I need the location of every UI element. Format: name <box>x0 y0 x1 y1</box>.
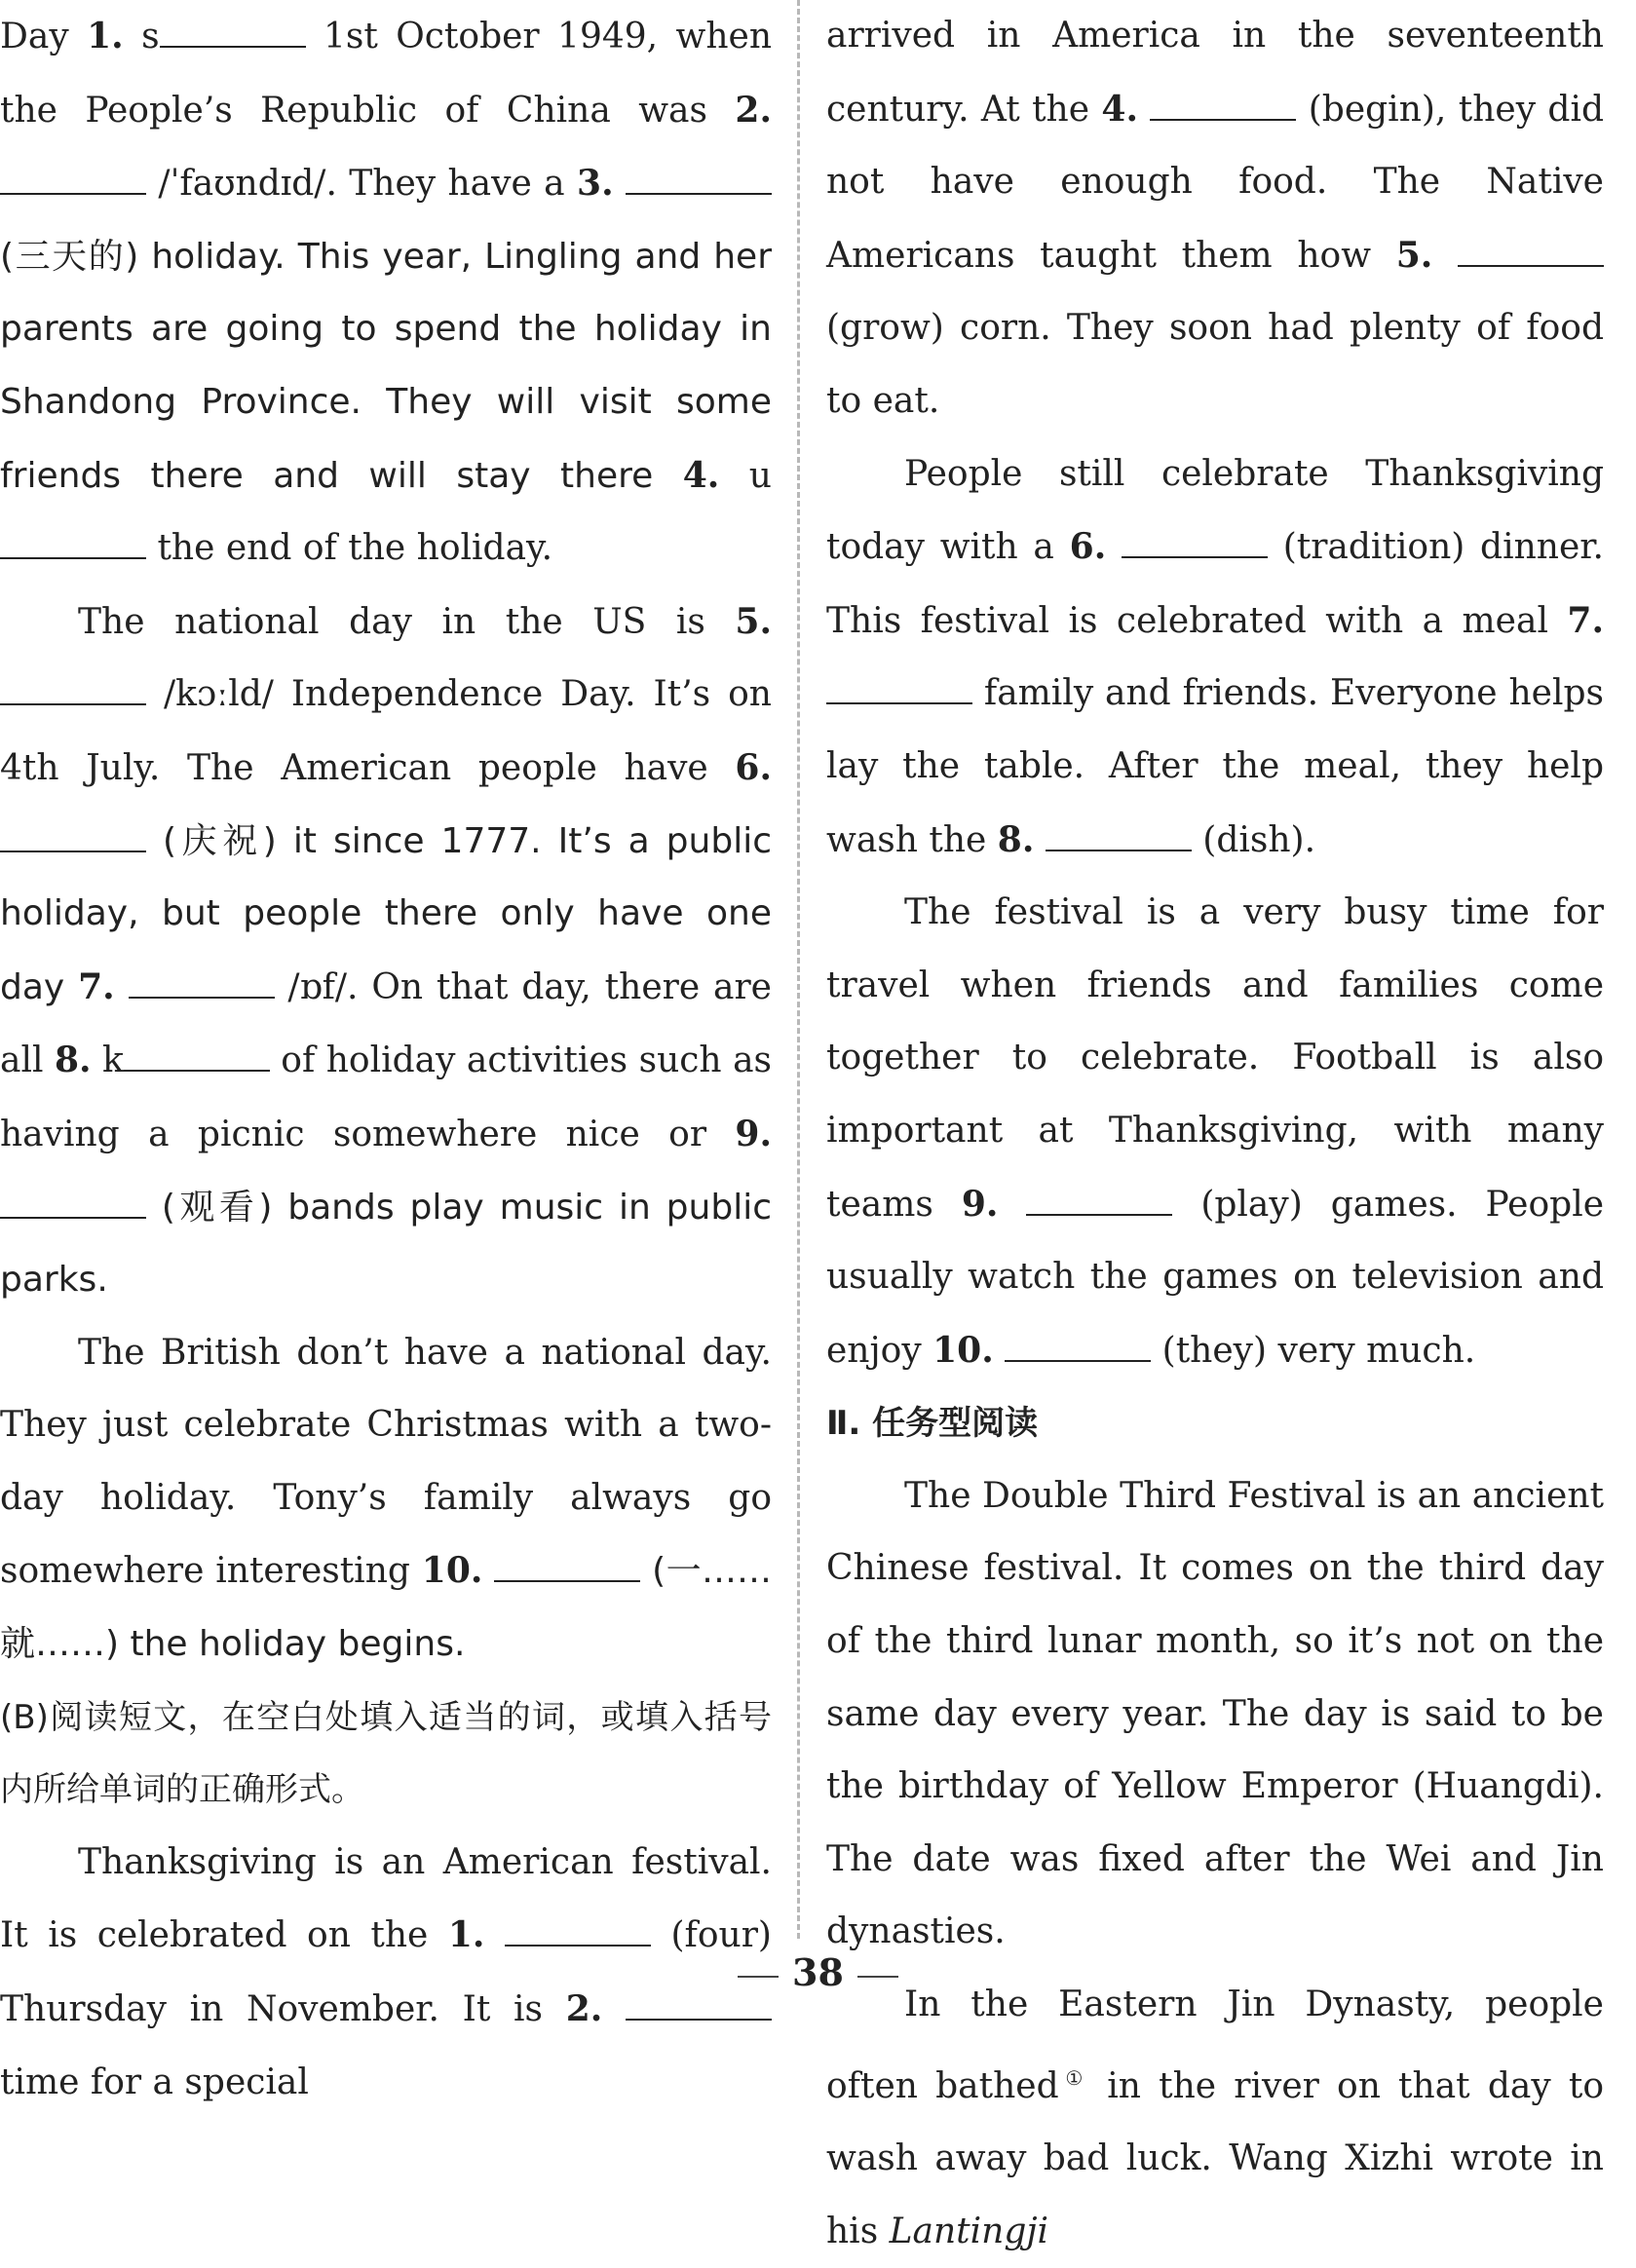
question-number: 5. <box>735 600 772 642</box>
answer-blank[interactable] <box>0 678 146 705</box>
paragraph-thanksgiving-intro: Thanksgiving is an American festival. It is celebrated on the 1. (four) Thursday in November. It is 2. time for a special <box>0 1841 772 2102</box>
answer-blank[interactable] <box>626 168 772 195</box>
answer-blank[interactable] <box>626 1993 772 2021</box>
question-number: 4. <box>682 454 720 496</box>
section-b-instruction: (B)阅读短文，在空白处填入适当的词，或填入括号内所给单词的正确形式。 <box>0 1697 772 1810</box>
paragraph-thanksgiving-football: The festival is a very busy time for travel when friends and families come together to celebrate. Football is also important at Thanksgiving, with many teams 9. (play) games. People usually watch the games on television and enjoy 10. (they) very much. <box>826 892 1605 1371</box>
right-column <box>826 0 1604 2268</box>
page-number: 38 <box>792 1950 844 1994</box>
footer-dash-right <box>857 1976 898 1978</box>
answer-blank[interactable] <box>129 971 275 999</box>
book-title: Lantingji <box>889 2211 1049 2251</box>
question-number: 4. <box>1101 88 1138 130</box>
paragraph-double-third-festival: The Double Third Festival is an ancient Chinese festival. It comes on the third day of the third lunar month, so it’s not on the same day every year. The day is said to be the birthday of Yellow Emperor (Huangdi). The date was fixed after the Wei and Jin dynasties. <box>826 1475 1604 1952</box>
question-number: 10. <box>932 1329 994 1371</box>
question-number: 8. <box>54 1040 92 1081</box>
answer-blank[interactable] <box>124 1044 270 1072</box>
column-divider <box>797 0 800 1939</box>
question-number: 8. <box>997 818 1035 860</box>
paragraph-thanksgiving-dinner: People still celebrate Thanksgiving today with a 6. (tradition) dinner. This festival is celebrated with a meal 7. family and friends. Everyone helps lay the table. After the meal, they help wash the 8. (dish). <box>826 453 1604 860</box>
answer-blank[interactable] <box>0 825 146 852</box>
question-number: 1. <box>447 1914 485 1956</box>
question-number: 5. <box>1395 234 1433 276</box>
left-column <box>0 0 772 2119</box>
page-footer <box>0 1950 1636 1994</box>
answer-blank[interactable] <box>0 532 146 559</box>
question-number: 7. <box>1567 599 1604 641</box>
answer-blank[interactable] <box>505 1919 651 1947</box>
answer-blank[interactable] <box>1026 1189 1172 1216</box>
answer-blank[interactable] <box>1046 824 1192 851</box>
paragraph-thanksgiving-history: arrived in America in the seventeenth century. At the 4. (begin), they did not have enough food. The Native Americans taught them how 5. (grow) corn. They soon had plenty of food to eat. <box>826 16 1604 421</box>
paragraph-national-day-china: Day 1. s 1st October 1949, when the People’s Republic of China was 2. /ˈfaʊndɪd/. They have a 3. (三天的) holiday. This year, Lingling and her parents are going to spend the holiday in Shandong Province. They will visit some friends there and will stay there 4. u the end of the holiday. <box>0 16 773 569</box>
question-number: 2. <box>565 1988 603 2030</box>
footer-dash-left <box>738 1976 779 1978</box>
question-number: 10. <box>421 1550 483 1592</box>
answer-blank[interactable] <box>1150 94 1296 121</box>
question-number: 9. <box>735 1113 772 1154</box>
question-number: 7. <box>78 965 115 1007</box>
question-number: 1. <box>87 16 124 57</box>
paragraph-eastern-jin: In the Eastern Jin Dynasty, people often bathed① in the river on that day to wash away bad luck. Wang Xizhi wrote in his Lantingji <box>826 1984 1604 2251</box>
answer-blank[interactable] <box>1122 531 1268 558</box>
answer-blank[interactable] <box>0 168 146 195</box>
question-number: 6. <box>1069 526 1107 568</box>
answer-blank[interactable] <box>1458 240 1604 267</box>
paragraph-british-christmas: The British don’t have a national day. They just celebrate Christmas with a two-day holiday. Tony’s family always go somewhere interesting 10. (一……就……) the holiday begins. <box>0 1332 772 1665</box>
question-number: 2. <box>735 89 772 131</box>
answer-blank[interactable] <box>494 1555 640 1582</box>
section-ii-heading: Ⅱ. 任务型阅读 <box>826 1404 1039 1444</box>
answer-blank[interactable] <box>1005 1335 1151 1362</box>
question-number: 6. <box>735 746 772 788</box>
question-number: 3. <box>577 163 614 205</box>
answer-blank[interactable] <box>826 677 972 704</box>
paragraph-independence-day: The national day in the US is 5. /kɔːld/ Independence Day. It’s on 4th July. The American people have 6. (庆祝) it since 1777. It’s a public holiday, but people there only have one day 7. /ɒf/. On that day, there are all 8. k of holiday activities such as having a picnic somewhere nice or 9. (观看) bands play music in public parks. <box>0 600 773 1301</box>
footnote-marker: ① <box>1058 2065 1090 2090</box>
answer-blank[interactable] <box>160 20 306 48</box>
question-number: 9. <box>961 1183 999 1225</box>
answer-blank[interactable] <box>0 1191 146 1219</box>
